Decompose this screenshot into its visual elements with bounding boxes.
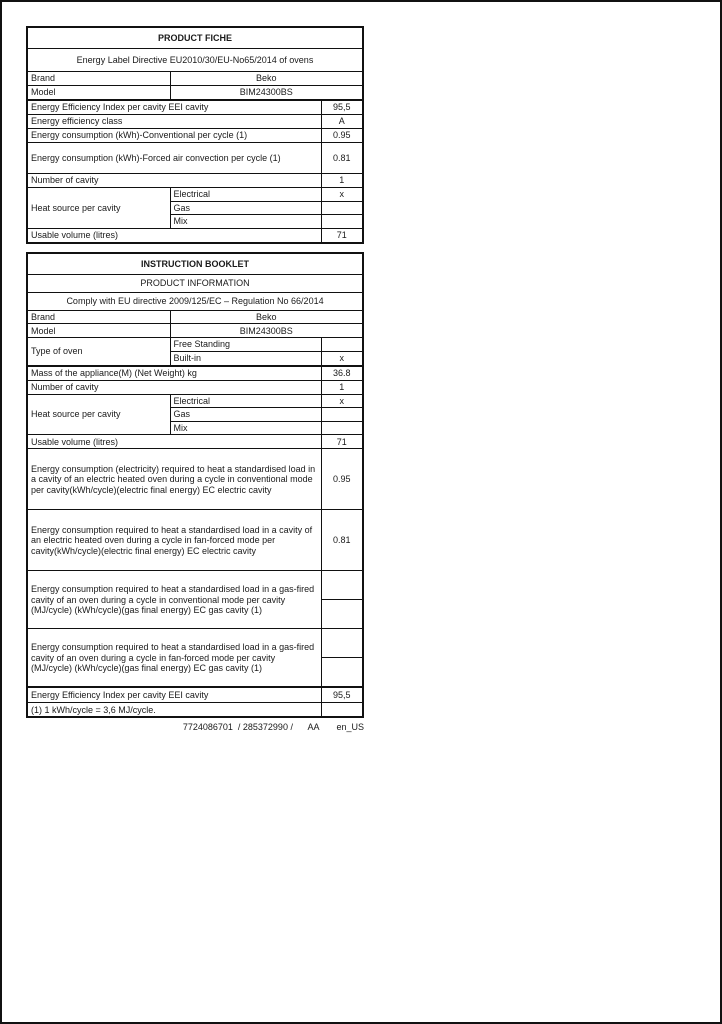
product-fiche-title: PRODUCT FICHE xyxy=(27,27,363,49)
heat-source-mix-value xyxy=(321,421,363,435)
heat-source-label: Heat source per cavity xyxy=(27,394,170,435)
heat-source-gas-value xyxy=(321,408,363,422)
consumption-forced-air-label: Energy consumption (kWh)-Forced air convection per cycle (1) xyxy=(27,143,321,174)
model-label: Model xyxy=(27,86,170,101)
model-value: BIM24300BS xyxy=(170,324,363,338)
heat-source-gas-label: Gas xyxy=(170,201,321,215)
number-of-cavity-value: 1 xyxy=(321,380,363,394)
consumption-forced-air-value: 0.81 xyxy=(321,143,363,174)
model-value: BIM24300BS xyxy=(170,86,363,101)
heat-source-electrical-value: x xyxy=(321,188,363,202)
number-of-cavity-label: Number of cavity xyxy=(27,380,321,394)
instruction-booklet-title: INSTRUCTION BOOKLET xyxy=(27,253,363,275)
heat-source-electrical-label: Electrical xyxy=(170,394,321,408)
efficiency-class-label: Energy efficiency class xyxy=(27,115,321,129)
heat-source-mix-label: Mix xyxy=(170,215,321,229)
footnote-value-cell xyxy=(321,703,363,718)
heat-source-electrical-label: Electrical xyxy=(170,188,321,202)
free-standing-label: Free Standing xyxy=(170,338,321,352)
heat-source-electrical-value: x xyxy=(321,394,363,408)
built-in-value: x xyxy=(321,352,363,366)
free-standing-value xyxy=(321,338,363,352)
brand-value: Beko xyxy=(170,72,363,86)
document-content xyxy=(26,26,364,732)
product-fiche-table xyxy=(26,26,364,244)
usable-volume-value: 71 xyxy=(321,435,363,449)
mass-value: 36.8 xyxy=(321,366,363,381)
eei-label: Energy Efficiency Index per cavity EEI cavity xyxy=(27,687,321,703)
ec-electric-fan-forced-label: Energy consumption required to heat a standardised load in a cavity of an electric heated oven during a cycle in fan-forced mode per cavity(kWh/cycle)(electric final energy) EC electric cavity xyxy=(27,510,321,571)
ec-gas-fan-forced-value-mj xyxy=(321,629,363,658)
ec-electric-conventional-value: 0.95 xyxy=(321,449,363,510)
ec-electric-conventional-label: Energy consumption (electricity) required to heat a standardised load in a cavity of an electric heated oven during a cycle in conventional mode per cavity(kWh/cycle)(electric final energy) EC electric cavity xyxy=(27,449,321,510)
footnote: (1) 1 kWh/cycle = 3,6 MJ/cycle. xyxy=(27,703,321,718)
number-of-cavity-value: 1 xyxy=(321,174,363,188)
eei-value: 95,5 xyxy=(321,100,363,115)
document-code: 7724086701 / 285372990 / AA en_US xyxy=(182,722,364,733)
mass-label: Mass of the appliance(M) (Net Weight) kg xyxy=(27,366,321,381)
heat-source-mix-value xyxy=(321,215,363,229)
ec-gas-conventional-value-kwh xyxy=(321,600,363,629)
ec-gas-conventional-label: Energy consumption required to heat a standardised load in a gas-fired cavity of an oven during a cycle in conventional mode per cavity (MJ/cycle) (kWh/cycle)(gas final energy) EC gas cavity (1) xyxy=(27,571,321,629)
eei-value: 95,5 xyxy=(321,687,363,703)
brand-value: Beko xyxy=(170,310,363,324)
usable-volume-value: 71 xyxy=(321,228,363,243)
model-label: Model xyxy=(27,324,170,338)
brand-label: Brand xyxy=(27,310,170,324)
brand-label: Brand xyxy=(27,72,170,86)
product-information-title: PRODUCT INFORMATION xyxy=(27,274,363,292)
consumption-conventional-label: Energy consumption (kWh)-Conventional per cycle (1) xyxy=(27,129,321,143)
usable-volume-label: Usable volume (litres) xyxy=(27,228,321,243)
ec-gas-fan-forced-label: Energy consumption required to heat a standardised load in a gas-fired cavity of an oven during a cycle in fan-forced mode per cavity (MJ/cycle) (kWh/cycle)(gas final energy) EC gas cavity (1) xyxy=(27,629,321,688)
heat-source-gas-label: Gas xyxy=(170,408,321,422)
eei-label: Energy Efficiency Index per cavity EEI cavity xyxy=(27,100,321,115)
usable-volume-label: Usable volume (litres) xyxy=(27,435,321,449)
ec-electric-fan-forced-value: 0.81 xyxy=(321,510,363,571)
ec-gas-conventional-value-mj xyxy=(321,571,363,600)
instruction-booklet-table xyxy=(26,252,364,719)
energy-label-directive: Energy Label Directive EU2010/30/EU-No65/2014 of ovens xyxy=(27,49,363,72)
built-in-label: Built-in xyxy=(170,352,321,366)
efficiency-class-value: A xyxy=(321,115,363,129)
heat-source-label: Heat source per cavity xyxy=(27,188,170,229)
number-of-cavity-label: Number of cavity xyxy=(27,174,321,188)
consumption-conventional-value: 0.95 xyxy=(321,129,363,143)
type-of-oven-label: Type of oven xyxy=(27,338,170,366)
eu-directive-line: Comply with EU directive 2009/125/EC – Regulation No 66/2014 xyxy=(27,292,363,310)
heat-source-gas-value xyxy=(321,201,363,215)
heat-source-mix-label: Mix xyxy=(170,421,321,435)
ec-gas-fan-forced-value-kwh xyxy=(321,658,363,688)
